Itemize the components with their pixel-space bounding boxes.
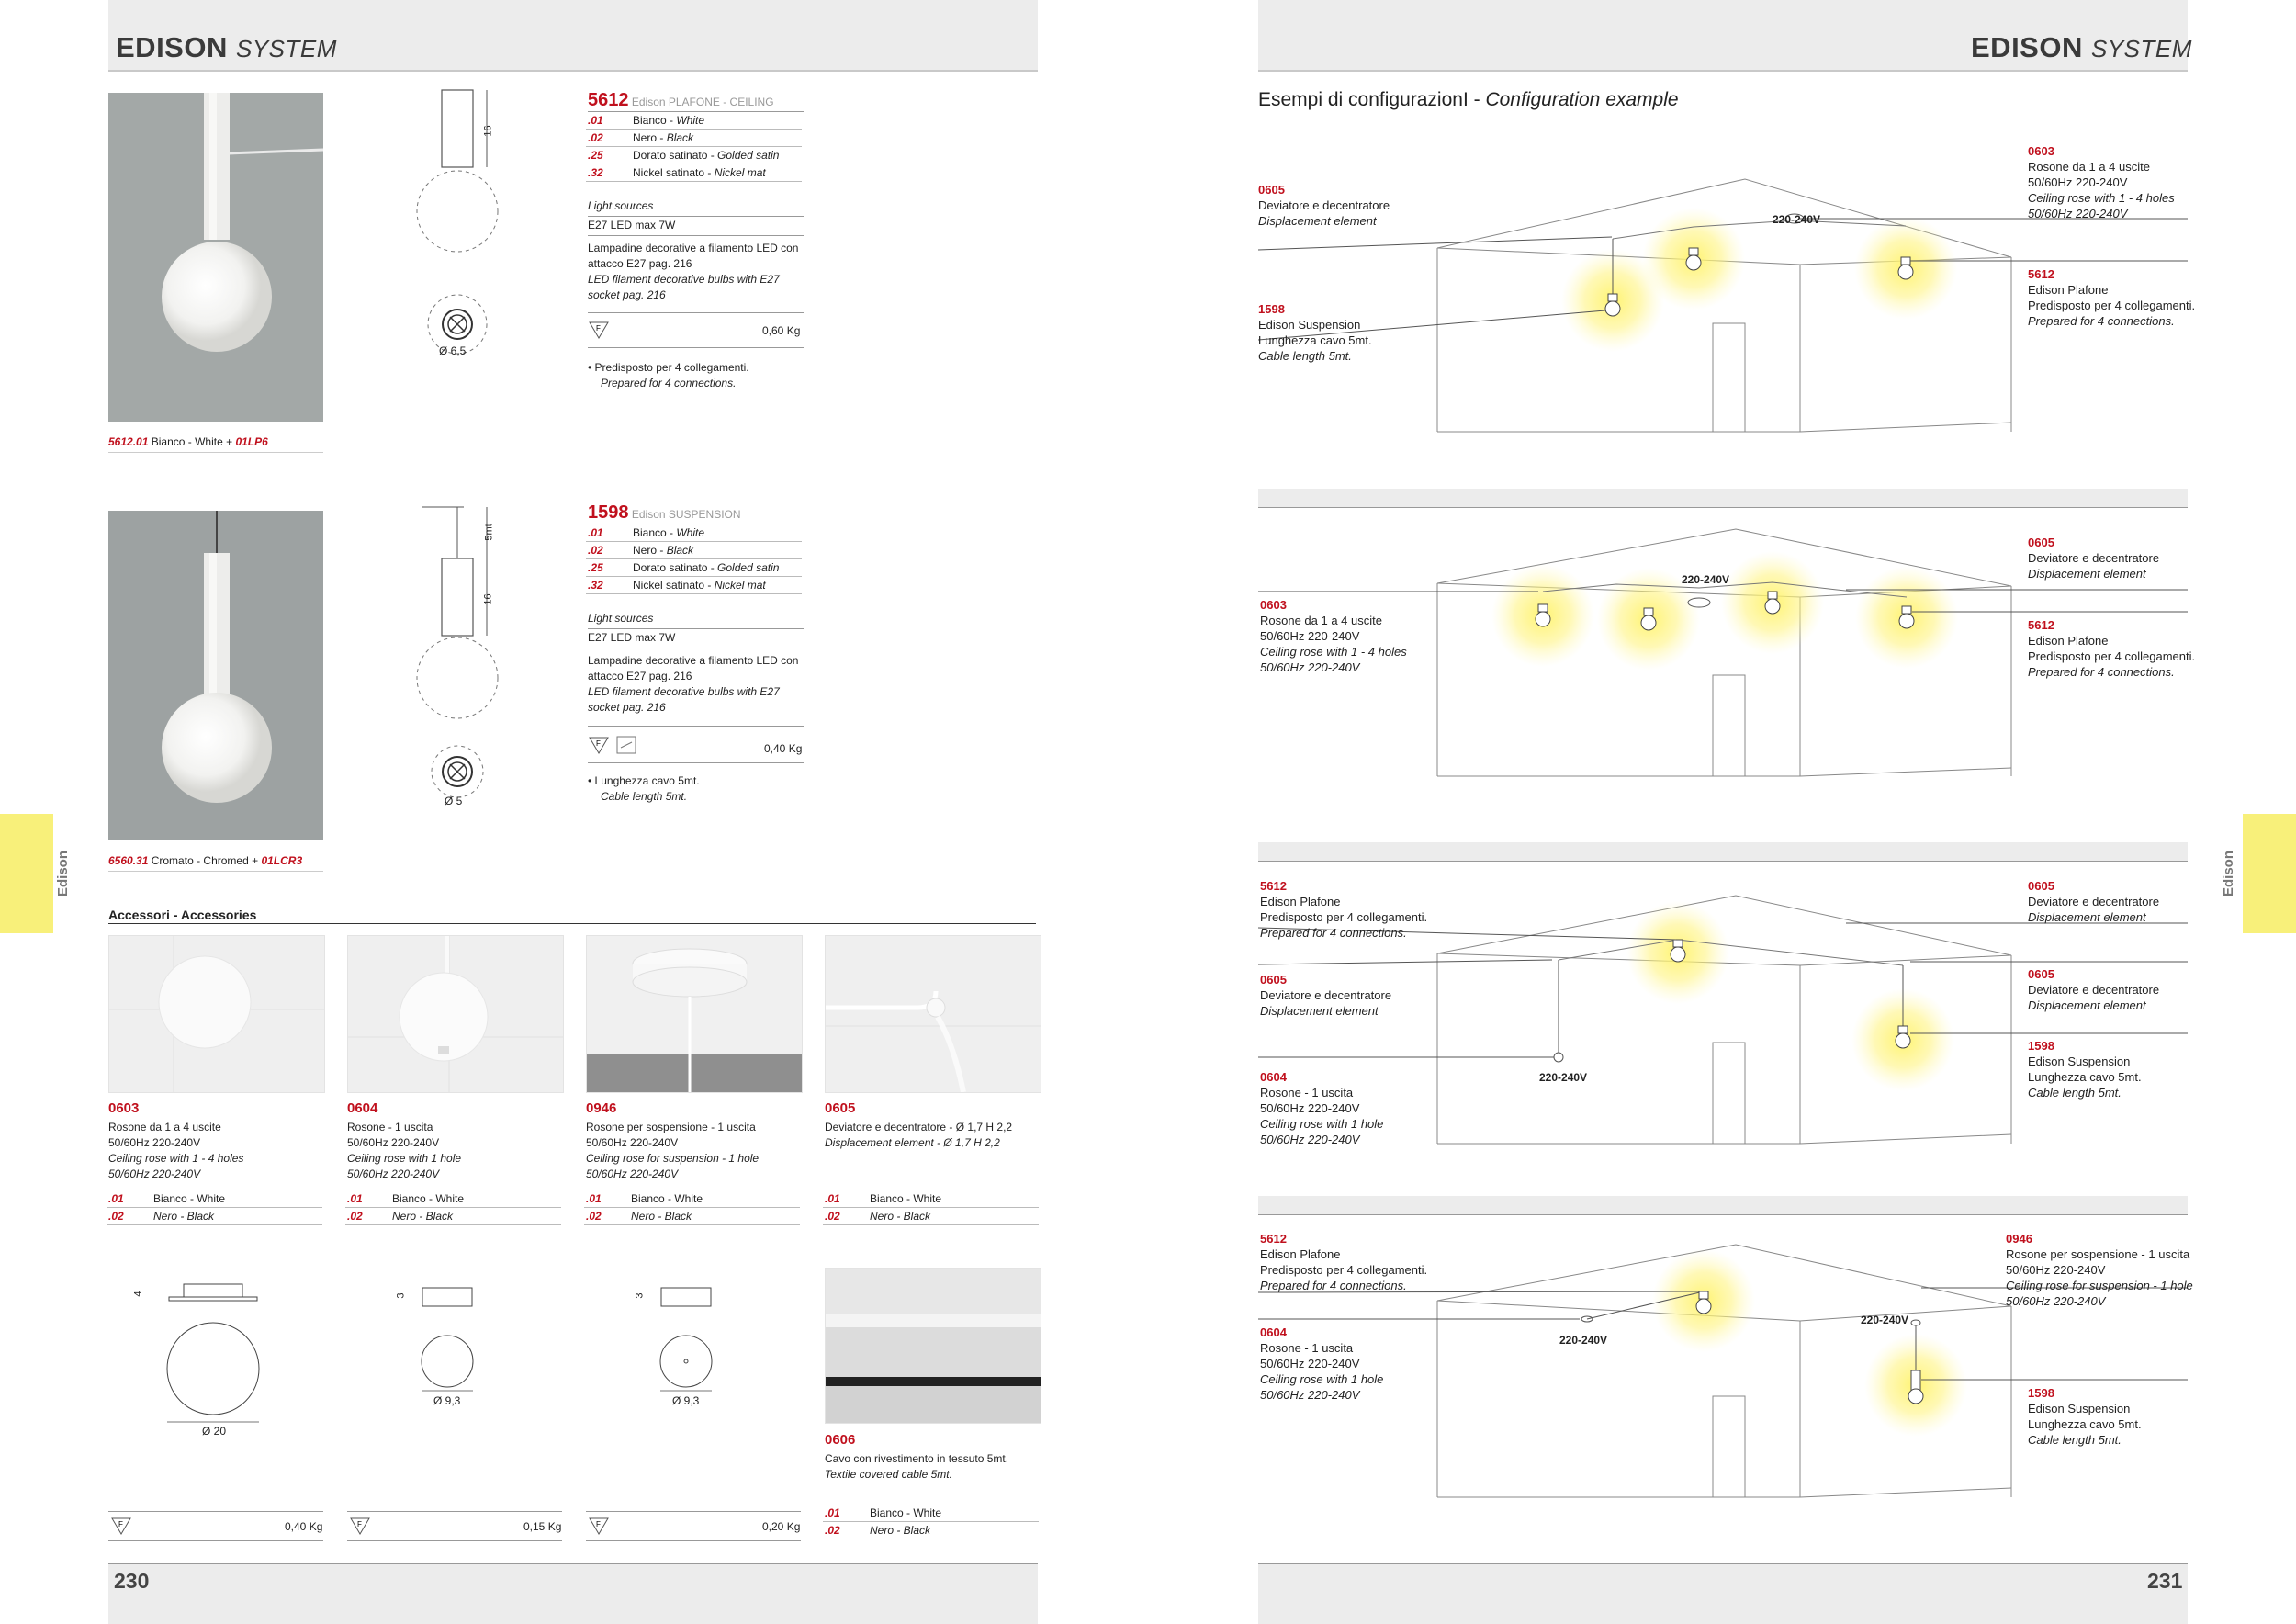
accessory-desc-0946: Rosone per sospensione - 1 uscita 50/60Hz 220-240V Ceiling rose for suspension - 1 hole 50/60Hz 220-240V bbox=[586, 1121, 760, 1180]
separator-band bbox=[1258, 489, 2188, 507]
config3-0605: 0605 Deviatore e decentratore Displacement element bbox=[1260, 973, 1392, 1018]
config-title: Esempi di configurazionI - Configuration example bbox=[1258, 88, 2188, 118]
dim-h-0603: 4 bbox=[132, 1291, 144, 1297]
desc-en: LED filament decorative bulbs with E27 socket pag. 216 bbox=[588, 273, 780, 301]
variant-row: .02 Nero - Black bbox=[586, 542, 802, 559]
accessory-code-0605: 0605 bbox=[825, 1100, 856, 1116]
variant-row: .25 Dorato satinato - Golded satin bbox=[586, 559, 802, 577]
variant-row: .01 Bianco - White bbox=[107, 1190, 322, 1208]
variant-table-0606 bbox=[823, 1505, 1039, 1539]
accessory-photo-0603 bbox=[108, 935, 325, 1093]
dim-height-5612: 16 bbox=[482, 125, 494, 137]
variant-row: .02 Nero - Black bbox=[586, 130, 802, 147]
technical-drawing-1598 bbox=[395, 503, 514, 797]
cable-desc: Cavo con rivestimento in tessuto 5mt. Textile covered cable 5mt. bbox=[825, 1452, 1009, 1481]
accessory-photo-0604 bbox=[347, 935, 564, 1093]
weight-5612: 0,60 Kg bbox=[762, 324, 801, 337]
drawing-0603 bbox=[138, 1277, 285, 1442]
variant-table-0604 bbox=[345, 1190, 561, 1225]
accessory-code-0603: 0603 bbox=[108, 1100, 140, 1116]
side-label-right: Edison bbox=[2221, 850, 2236, 897]
config1-5612: 5612 Edison Plafone Predisposto per 4 collegamenti. Prepared for 4 connections. bbox=[2028, 267, 2196, 328]
class-f-icon bbox=[349, 1516, 371, 1536]
config4-5612: 5612 Edison Plafone Predisposto per 4 collegamenti. Prepared for 4 connections. bbox=[1260, 1232, 1428, 1292]
weight-0946: 0,20 Kg bbox=[762, 1520, 801, 1533]
light-source: E27 LED max 7W bbox=[588, 219, 676, 231]
config2-5612: 5612 Edison Plafone Predisposto per 4 collegamenti. Prepared for 4 connections. bbox=[2028, 618, 2196, 679]
class-f-icon bbox=[588, 735, 643, 755]
config4-0604: 0604 Rosone - 1 uscita 50/60Hz 220-240V Ceiling rose with 1 hole 50/60Hz 220-240V bbox=[1260, 1325, 1384, 1402]
page-number-left: 230 bbox=[114, 1569, 150, 1593]
cable-photo-0606 bbox=[825, 1268, 1041, 1424]
accessory-desc-0604: Rosone - 1 uscita 50/60Hz 220-240V Ceiling rose with 1 hole 50/60Hz 220-240V bbox=[347, 1121, 462, 1180]
dim-d-0604: Ø 9,3 bbox=[433, 1394, 461, 1407]
svg-text:F: F bbox=[118, 1520, 123, 1528]
variant-row: .01 Bianco - White bbox=[823, 1505, 1039, 1522]
variant-row: .02 Nero - Black bbox=[584, 1208, 800, 1225]
dim-diameter-1598: Ø 5 bbox=[445, 795, 463, 807]
separator-band bbox=[1258, 842, 2188, 861]
page-number-right: 231 bbox=[2147, 1569, 2183, 1593]
svg-text:F: F bbox=[596, 1520, 601, 1528]
class-f-icon bbox=[110, 1516, 132, 1536]
accessory-desc-0603: Rosone da 1 a 4 uscite 50/60Hz 220-240V Ceiling rose with 1 - 4 holes 50/60Hz 220-240V bbox=[108, 1121, 244, 1180]
desc-it-2: Lampadine decorative a filamento LED con attacco E27 pag. 216 bbox=[588, 654, 799, 682]
right-brand: EDISON SYSTEM bbox=[1971, 31, 2192, 63]
variant-row: .25 Dorato satinato - Golded satin bbox=[586, 147, 802, 164]
config3-1598: 1598 Edison Suspension Lunghezza cavo 5mt. Cable length 5mt. bbox=[2028, 1039, 2142, 1100]
dim-d-0946: Ø 9,3 bbox=[672, 1394, 700, 1407]
voltage-label: 220-240V bbox=[1682, 573, 1730, 586]
accessory-code-0606: 0606 bbox=[825, 1432, 856, 1448]
dim-height-1598: 16 bbox=[482, 593, 494, 605]
product-header-1598: 1598 Edison SUSPENSION bbox=[588, 502, 804, 524]
config3-0605-b: 0605 Deviatore e decentratore Displacement element bbox=[2028, 967, 2160, 1012]
voltage-label: 220-240V bbox=[1559, 1334, 1608, 1347]
accessory-photo-0605 bbox=[825, 935, 1041, 1093]
light-sources-label-2: Light sources bbox=[588, 612, 654, 625]
voltage-label: 220-240V bbox=[1773, 213, 1821, 226]
variant-row: .32 Nickel satinato - Nickel mat bbox=[586, 164, 802, 182]
weight-1598: 0,40 Kg bbox=[764, 742, 803, 755]
variant-table-0603 bbox=[107, 1190, 322, 1225]
desc-en-2: LED filament decorative bulbs with E27 socket pag. 216 bbox=[588, 685, 780, 714]
variant-row: .01 Bianco - White bbox=[586, 524, 802, 542]
variant-row: .02 Nero - Black bbox=[107, 1208, 322, 1225]
weight-0604: 0,15 Kg bbox=[523, 1520, 562, 1533]
config3-0605-a: 0605 Deviatore e decentratore Displacement element bbox=[2028, 879, 2160, 924]
accessory-code-0604: 0604 bbox=[347, 1100, 378, 1116]
voltage-label: 220-240V bbox=[1539, 1071, 1588, 1084]
config1-0603: 0603 Rosone da 1 a 4 uscite 50/60Hz 220-240V Ceiling rose with 1 - 4 holes 50/60Hz 220-240V bbox=[2028, 144, 2175, 220]
note-1598: • Lunghezza cavo 5mt. Cable length 5mt. bbox=[588, 774, 700, 803]
accessory-desc-0605: Deviatore e decentratore - Ø 1,7 H 2,2 Displacement element - Ø 1,7 H 2,2 bbox=[825, 1121, 1013, 1149]
variant-table-0946 bbox=[584, 1190, 800, 1225]
dim-h-0604: 3 bbox=[395, 1292, 407, 1299]
product-photo-5612 bbox=[108, 93, 323, 422]
product-header-5612: 5612 Edison PLAFONE - CEILING bbox=[588, 90, 804, 112]
svg-text:F: F bbox=[596, 739, 601, 748]
svg-text:F: F bbox=[596, 324, 601, 333]
voltage-label: 220-240V bbox=[1861, 1314, 1909, 1326]
class-f-icon bbox=[588, 320, 610, 340]
separator-band bbox=[1258, 1196, 2188, 1214]
product-photo-1598 bbox=[108, 511, 323, 840]
light-source-2: E27 LED max 7W bbox=[588, 631, 676, 644]
side-label-left: Edison bbox=[55, 850, 71, 897]
caption-1598: 6560.31 Cromato - Chromed + 01LCR3 bbox=[108, 854, 323, 872]
config3-0604: 0604 Rosone - 1 uscita 50/60Hz 220-240V Ceiling rose with 1 hole 50/60Hz 220-240V bbox=[1260, 1070, 1384, 1146]
variant-row: .02 Nero - Black bbox=[823, 1208, 1039, 1225]
variant-row: .01 Bianco - White bbox=[823, 1190, 1039, 1208]
variant-row: .32 Nickel satinato - Nickel mat bbox=[586, 577, 802, 594]
config1-0605: 0605 Deviatore e decentratore Displacement element bbox=[1258, 183, 1390, 228]
note-5612: • Predisposto per 4 collegamenti. Prepared for 4 connections. bbox=[588, 361, 749, 389]
dim-h-0946: 3 bbox=[634, 1292, 646, 1299]
side-tab-left bbox=[0, 814, 53, 933]
config2-0603: 0603 Rosone da 1 a 4 uscite 50/60Hz 220-240V Ceiling rose with 1 - 4 holes 50/60Hz 220-240V bbox=[1260, 598, 1407, 674]
class-f-icon bbox=[588, 1516, 610, 1536]
config1-1598: 1598 Edison Suspension Lunghezza cavo 5mt. Cable length 5mt. bbox=[1258, 302, 1372, 363]
variant-row: .01 Bianco - White bbox=[584, 1190, 800, 1208]
config2-0605: 0605 Deviatore e decentratore Displacement element bbox=[2028, 536, 2160, 581]
config4-1598: 1598 Edison Suspension Lunghezza cavo 5mt. Cable length 5mt. bbox=[2028, 1386, 2142, 1447]
variant-row: .02 Nero - Black bbox=[823, 1522, 1039, 1539]
left-footer-band bbox=[108, 1563, 1038, 1624]
svg-text:F: F bbox=[357, 1520, 362, 1528]
variant-table-0605 bbox=[823, 1190, 1039, 1225]
config3-5612: 5612 Edison Plafone Predisposto per 4 collegamenti. Prepared for 4 connections. bbox=[1260, 879, 1428, 940]
variant-table-5612 bbox=[586, 112, 802, 182]
left-brand: EDISON SYSTEM bbox=[116, 31, 337, 63]
desc-it: Lampadine decorative a filamento LED con attacco E27 pag. 216 bbox=[588, 242, 799, 270]
config4-0946: 0946 Rosone per sospensione - 1 uscita 50/60Hz 220-240V Ceiling rose for suspension - 1 hole 50/60Hz 220-240V bbox=[2006, 1232, 2193, 1308]
accessories-title: Accessori - Accessories bbox=[108, 908, 1036, 924]
side-tab-right bbox=[2243, 814, 2296, 933]
variant-row: .02 Nero - Black bbox=[345, 1208, 561, 1225]
accessory-code-0946: 0946 bbox=[586, 1100, 617, 1116]
dim-cable-1598: 5mt bbox=[483, 524, 495, 541]
right-footer-band bbox=[1258, 1563, 2188, 1624]
weight-0603: 0,40 Kg bbox=[285, 1520, 323, 1533]
light-sources-label: Light sources bbox=[588, 199, 654, 212]
dim-d-0603: Ø 20 bbox=[202, 1425, 227, 1438]
variant-row: .01 Bianco - White bbox=[586, 112, 802, 130]
variant-table-1598 bbox=[586, 524, 802, 594]
caption-5612: 5612.01 Bianco - White + 01LP6 bbox=[108, 435, 323, 453]
dim-diameter-5612: Ø 6,5 bbox=[439, 344, 467, 357]
accessory-photo-0946 bbox=[586, 935, 803, 1093]
variant-row: .01 Bianco - White bbox=[345, 1190, 561, 1208]
